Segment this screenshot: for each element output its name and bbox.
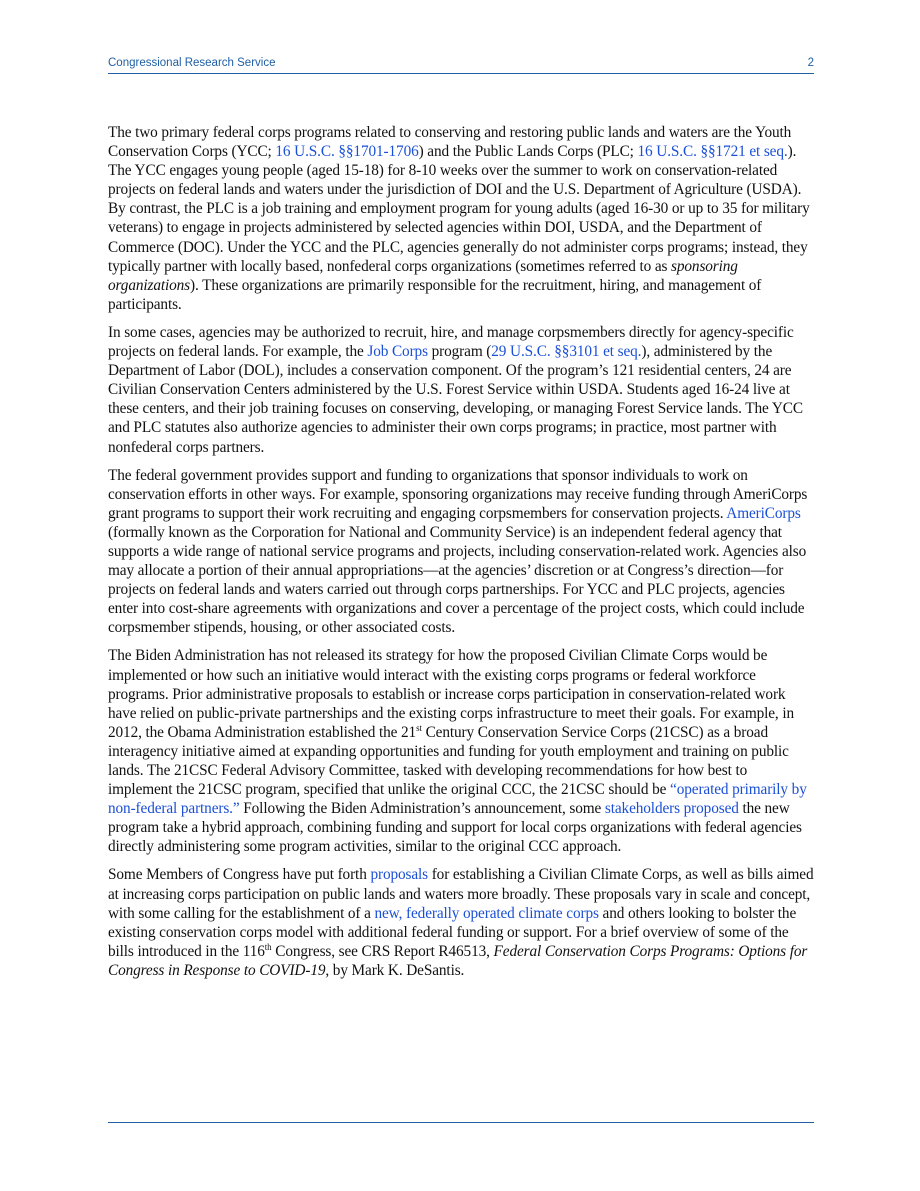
page-header bbox=[108, 57, 814, 73]
link-operated-by-non-federal-partners[interactable]: “operated primarily by non-federal partners.” bbox=[108, 781, 807, 818]
link-americorps[interactable]: AmeriCorps bbox=[726, 504, 801, 522]
page-number: 2 bbox=[807, 57, 814, 69]
paragraph-5: Some Members of Congress have put forth proposals for establishing a Civilian Climate Corps, as well as bills aimed at increasing corps participation on public lands and waters more broadly. These proposals vary in scale and concept, with some calling for the establishment of a new, federally operated climate corps and others looking to bolster the existing conservation corps model with additional federal funding or support. For a brief overview of some of the bills introduced in the 116th Congress, see CRS Report R46513, Federal Conservation Corps Programs: Options for Congress in Response to COVID-19, by Mark K. DeSantis. bbox=[108, 866, 814, 979]
report-title: Federal Conservation Corps Programs: Options for Congress in Response to COVID-19 bbox=[108, 942, 808, 979]
document-body bbox=[108, 123, 814, 989]
superscript: th bbox=[264, 941, 272, 952]
link-proposals[interactable]: proposals bbox=[370, 866, 428, 884]
link-new-federally-operated-climate-corps[interactable]: new, federally operated climate corps bbox=[374, 904, 599, 922]
header-rule bbox=[108, 73, 814, 74]
link-job-corps[interactable]: Job Corps bbox=[367, 343, 428, 361]
paragraph-1: The two primary federal corps programs related to conserving and restoring public lands and waters are the Youth Conservation Corps (YCC; 16 U.S.C. §§1701-1706) and the Public Lands Corps (PLC; 16 U.S.C. §§1721 et seq.). The YCC engages young people (aged 15-18) for 8-10 weeks over the summer to work on conservation-related projects on federal lands and waters under the jurisdiction of DOI and the U.S. Department of Agriculture (USDA). By contrast, the PLC is a job training and employment program for young adults (aged 16-30 or up to 35 for military veterans) to engage in projects administered by selected agencies within DOI, USDA, and the Department of Commerce (DOC). Under the YCC and the PLC, agencies generally do not administer corps programs; instead, they typically partner with locally based, nonfederal corps organizations (sometimes referred to as sponsoring organizations). These organizations are primarily responsible for the recruitment, hiring, and management of participants. bbox=[108, 124, 810, 313]
superscript: st bbox=[416, 722, 422, 733]
link-29-usc-3101[interactable]: 29 U.S.C. §§3101 et seq. bbox=[491, 343, 642, 361]
paragraph-2: In some cases, agencies may be authorized to recruit, hire, and manage corpsmembers directly for agency-specific projects on federal lands. For example, the Job Corps program (29 U.S.C. §§3101 et seq.), administered by the Department of Labor (DOL), includes a conservation component. Of the program’s 121 residential centers, 24 are Civilian Conservation Centers administered by the U.S. Forest Service within USDA. Students aged 16-24 live at these centers, and their job training focuses on conserving, developing, or managing Forest Service lands. The YCC and PLC statutes also authorize agencies to administer their own corps programs; in practice, most partner with nonfederal corps partners. bbox=[108, 323, 803, 456]
link-stakeholders-proposed[interactable]: stakeholders proposed bbox=[604, 800, 739, 818]
paragraph-4: The Biden Administration has not released its strategy for how the proposed Civilian Climate Corps would be implemented or how such an initiative would interact with the existing corps programs or federal workforce programs. Prior administrative proposals to establish or increase corps participation in conservation-related work have relied on public-private partnerships and the existing corps infrastructure to meet their goals. For example, in 2012, the Obama Administration established the 21st Century Conservation Service Corps (21CSC) as a broad interagency initiative aimed at expanding opportunities and funding for youth employment and training on public lands. The 21CSC Federal Advisory Committee, tasked with developing recommendations for how best to implement the 21CSC program, specified that unlike the original CCC, the 21CSC should be “operated primarily by non-federal partners.” Following the Biden Administration’s announcement, some stakeholders proposed the new program take a hybrid approach, combining funding and support for local corps organizations with federal agencies directly administering some program activities, similar to the original CCC approach. bbox=[108, 647, 807, 856]
footer-rule bbox=[108, 1122, 814, 1123]
link-16-usc-1721[interactable]: 16 U.S.C. §§1721 et seq. bbox=[637, 143, 788, 161]
italic-term: sponsoring organizations bbox=[108, 257, 738, 294]
link-16-usc-1701[interactable]: 16 U.S.C. §§1701-1706 bbox=[275, 143, 419, 161]
header-organization: Congressional Research Service bbox=[108, 57, 276, 69]
paragraph-3: The federal government provides support and funding to organizations that sponsor individuals to work on conservation efforts in other ways. For example, sponsoring organizations may receive funding through AmeriCorps grant programs to support their work recruiting and engaging corpsmembers for conservation projects. AmeriCorps (formally known as the Corporation for National and Community Service) is an independent federal agency that supports a wide range of national service programs and projects, including conservation-related work. Agencies also may allocate a portion of their annual appropriations—at the agencies’ discretion or at Congress’s direction—for projects on federal lands and waters carried out through corps partnerships. For YCC and PLC projects, agencies enter into cost-share agreements with organizations and cover a percentage of the project costs, which could include corpsmember stipends, housing, or other associated costs. bbox=[108, 466, 808, 637]
